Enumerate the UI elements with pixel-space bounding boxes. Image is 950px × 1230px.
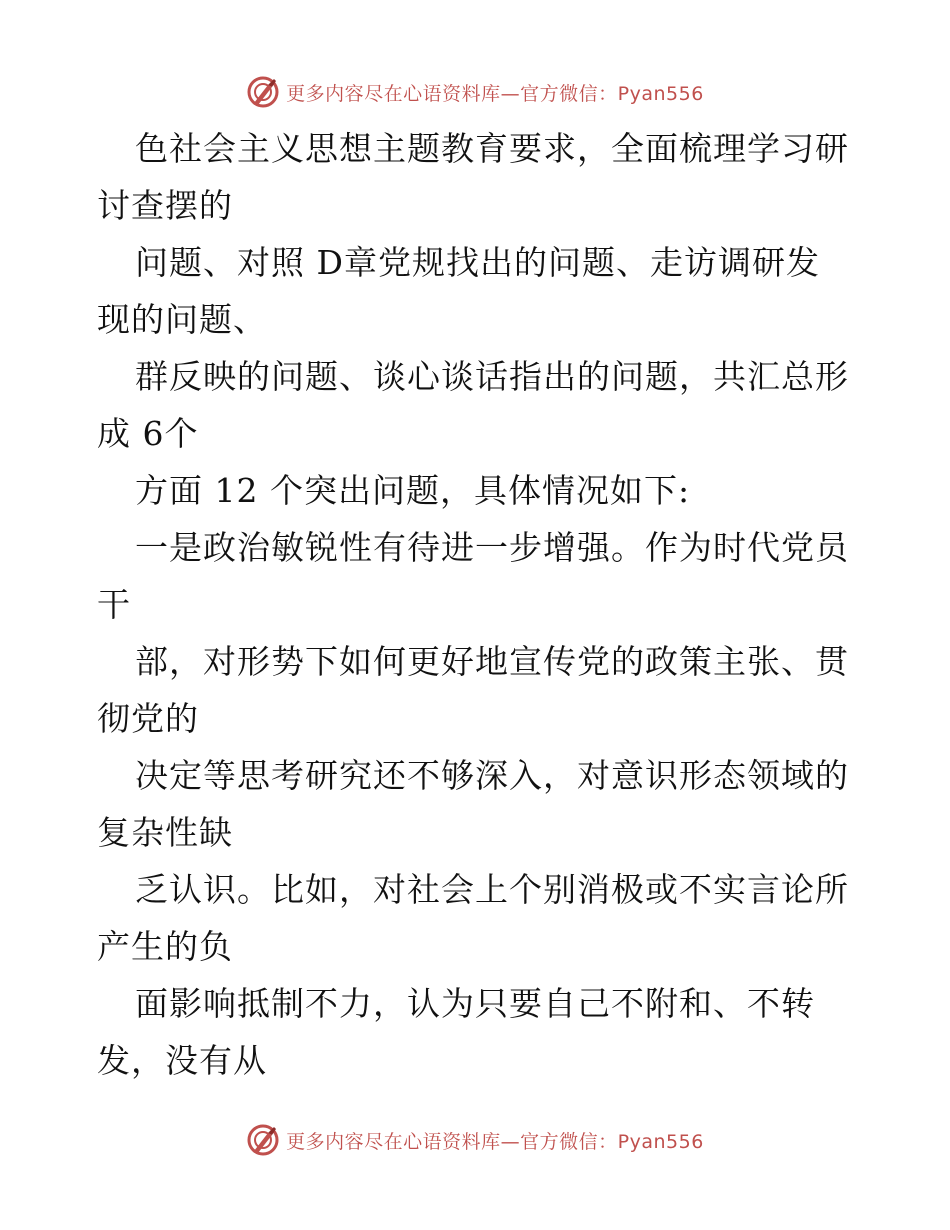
- body-line: 产生的负: [97, 927, 233, 966]
- body-line: 现的问题、: [97, 300, 267, 339]
- body-line: 彻党的: [97, 699, 199, 738]
- pen-logo-icon: [246, 1123, 280, 1157]
- body-line: 干: [97, 585, 131, 624]
- body-line: 复杂性缺: [97, 813, 233, 852]
- pen-logo-icon: [246, 75, 280, 109]
- footer-banner: [0, 1120, 950, 1160]
- body-line: 成 6个: [97, 414, 199, 453]
- body-line: 发，没有从: [97, 1041, 267, 1080]
- body-line: 问题、对照 D章党规找出的问题、走访调研发: [135, 243, 820, 282]
- header-banner: [0, 72, 950, 112]
- body-line: 部，对形势下如何更好地宣传党的政策主张、贯: [135, 642, 849, 681]
- body-line: 方面 12 个突出问题，具体情况如下:: [135, 471, 691, 510]
- body-line: 群反映的问题、谈心谈话指出的问题，共汇总形: [135, 357, 849, 396]
- body-line: 面影响抵制不力，认为只要自己不附和、不转: [135, 984, 815, 1023]
- body-line: 色社会主义思想主题教育要求，全面梳理学习研: [135, 129, 849, 168]
- body-line: 讨查摆的: [97, 186, 233, 225]
- body-line: 乏认识。比如，对社会上个别消极或不实言论所: [135, 870, 849, 909]
- header-banner-text: 更多内容尽在心语资料库—官方微信：Pyan556: [286, 82, 704, 105]
- body-line: 决定等思考研究还不够深入，对意识形态领域的: [135, 756, 849, 795]
- document-body: [97, 120, 857, 1089]
- body-line: 一是政治敏锐性有待进一步增强。作为时代党员: [135, 528, 849, 567]
- footer-banner-text: 更多内容尽在心语资料库—官方微信：Pyan556: [286, 1130, 704, 1153]
